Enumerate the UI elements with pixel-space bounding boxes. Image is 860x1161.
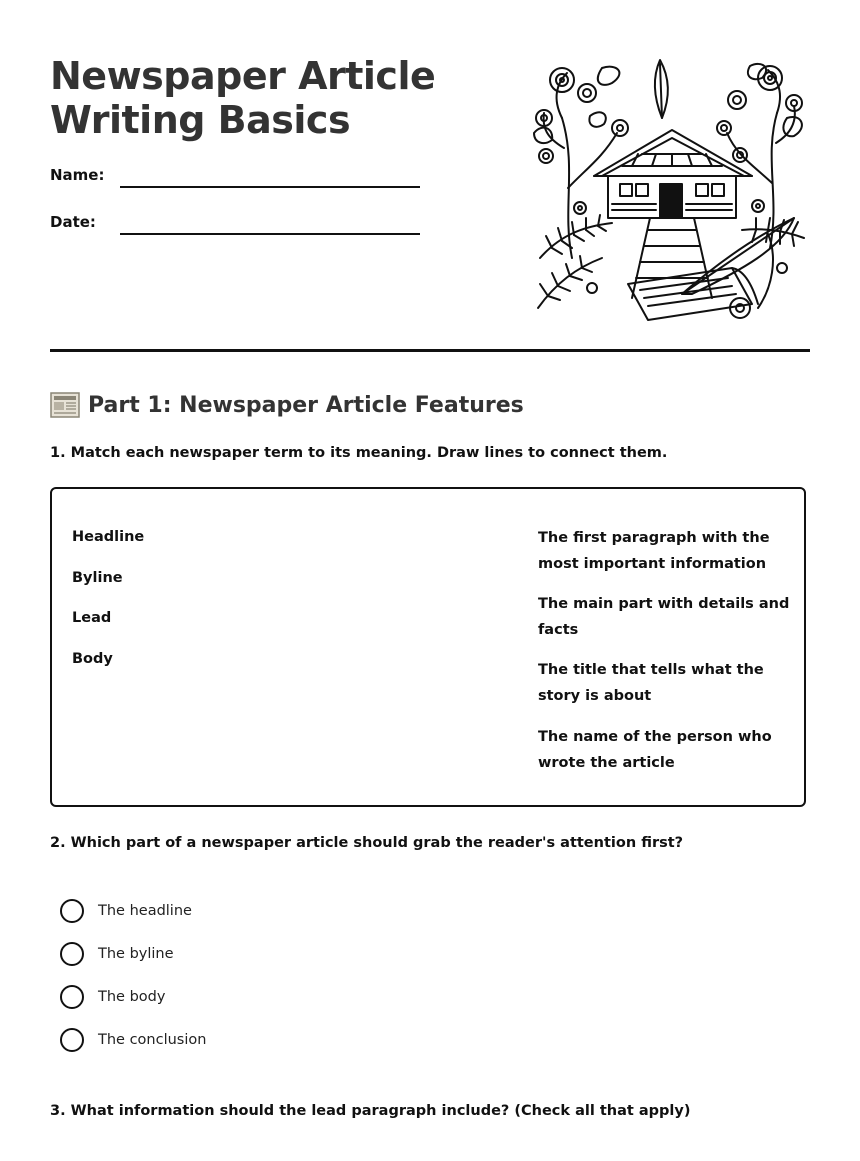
option-label: The headline (98, 903, 192, 919)
definition-1[interactable]: The first paragraph with the most important information (538, 530, 770, 572)
option-conclusion[interactable] (60, 1027, 206, 1053)
worksheet-title (50, 54, 435, 142)
option-label: The body (98, 989, 166, 1005)
radio-button[interactable] (60, 1028, 84, 1052)
term-lead[interactable]: Lead (72, 610, 112, 626)
definition-3[interactable]: The title that tells what the story is about (538, 662, 764, 704)
name-label: Name: (50, 166, 105, 184)
option-body[interactable] (60, 984, 165, 1010)
option-label: The conclusion (98, 1032, 207, 1048)
title-line-2: Writing Basics (50, 98, 351, 142)
radio-button[interactable] (60, 985, 84, 1009)
option-byline[interactable] (60, 941, 174, 967)
part1-heading (50, 390, 524, 420)
term-body[interactable]: Body (72, 651, 113, 667)
radio-button[interactable] (60, 942, 84, 966)
radio-button[interactable] (60, 899, 84, 923)
matching-box (50, 487, 806, 807)
term-byline[interactable]: Byline (72, 570, 123, 586)
header-divider (50, 349, 810, 352)
question-2-prompt: 2. Which part of a newspaper article should grab the reader's attention first? (50, 835, 684, 851)
part1-title: Part 1: Newspaper Article Features (88, 392, 524, 418)
term-headline[interactable]: Headline (72, 529, 145, 545)
title-line-1: Newspaper Article (50, 54, 436, 98)
question-1-prompt: 1. Match each newspaper term to its meaning. Draw lines to connect them. (50, 445, 668, 461)
definition-2[interactable]: The main part with details and facts (538, 596, 790, 638)
definition-4[interactable]: The name of the person who wrote the article (538, 729, 772, 771)
option-label: The byline (98, 946, 174, 962)
meeting-house-illustration (532, 58, 808, 322)
newspaper-icon (50, 392, 80, 418)
option-headline[interactable] (60, 898, 192, 924)
name-field[interactable] (120, 186, 420, 188)
date-field[interactable] (120, 233, 420, 235)
date-label: Date: (50, 213, 96, 231)
question-3-prompt: 3. What information should the lead paragraph include? (Check all that apply) (50, 1103, 691, 1119)
